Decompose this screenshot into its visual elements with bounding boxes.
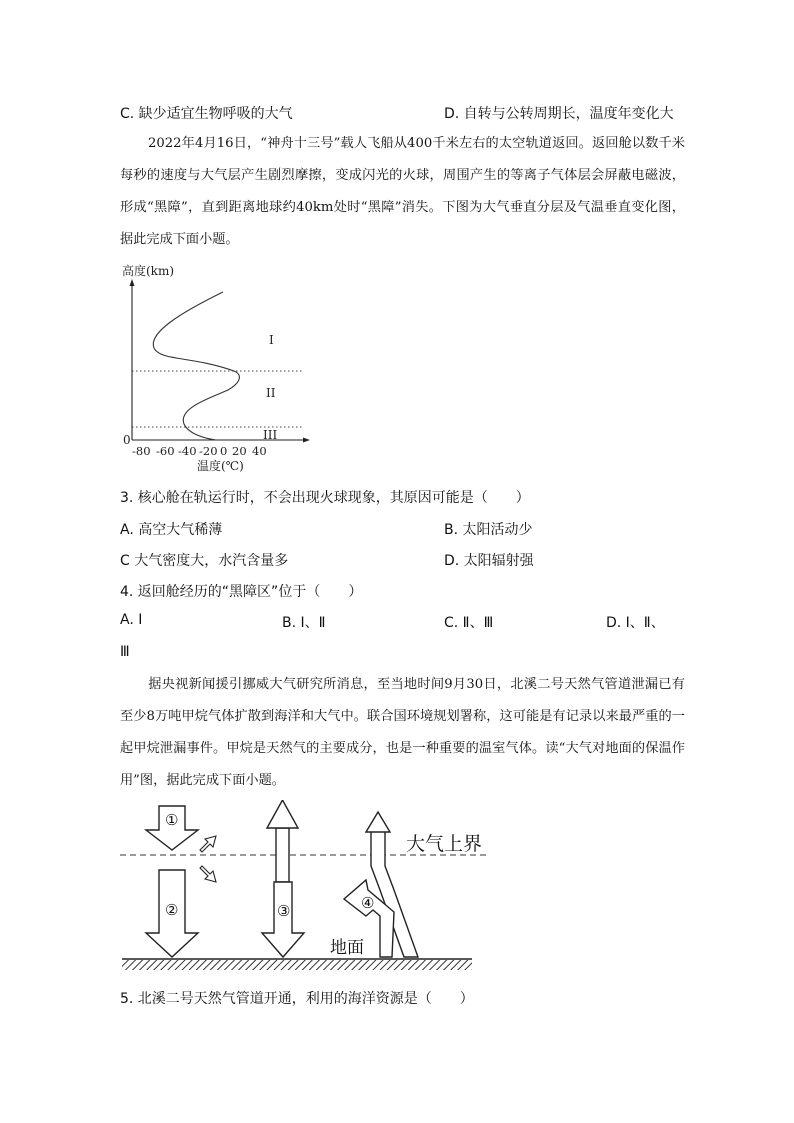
fig1-tick: 40 [252, 444, 267, 458]
arrow-3-up-shaft [276, 828, 289, 882]
q3-option-d: D. 太阳辐射强 [444, 553, 534, 569]
arrow-4-up-head [366, 812, 390, 832]
fig1-layer-1: I [269, 333, 274, 347]
fig1-tick: -20 [199, 444, 218, 458]
arrow-3-label: ③ [277, 902, 291, 920]
arrow-1-label: ① [165, 811, 179, 829]
fig1-y-label: 高度(km) [122, 264, 175, 278]
q4-option-d-cont: Ⅲ [120, 644, 130, 660]
fig1-layer-2: II [266, 386, 276, 400]
fig1-temperature-curve [153, 292, 239, 440]
greenhouse-effect-figure [118, 800, 490, 980]
ground-label: 地面 [330, 938, 364, 958]
q4-option-c: C. Ⅱ、Ⅲ [444, 615, 494, 631]
fig1-origin: 0 [123, 433, 131, 447]
q4-option-a: A. Ⅰ [120, 612, 143, 628]
q3-option-b: B. 太阳活动少 [444, 522, 533, 538]
arrow-4-label: ④ [361, 894, 375, 912]
fig1-tick: -60 [156, 444, 175, 458]
fig1-tick: -80 [132, 444, 151, 458]
reflection-arrow-up [200, 836, 216, 852]
absorption-arrow-down [200, 866, 216, 882]
atmosphere-top-label: 大气上界 [406, 833, 483, 855]
passage-nordstream [120, 669, 685, 797]
q2-option-c: C. 缺少适宜生物呼吸的大气 [120, 106, 293, 122]
q4-stem: 4. 返回舱经历的“黑障区”位于（ ） [120, 584, 363, 600]
q2-option-d: D. 自转与公转周期长，温度年变化大 [444, 106, 674, 122]
passage-nordstream-text: 据央视新闻援引挪威大气研究所消息，至当地时间9月30日，北溪二号天然气管道泄漏已有至少8万吨甲烷气体扩散到海洋和大气中。联合国环境规划署称，这可能是有记录以来最严重的一起甲烷泄漏事件。甲烷是天然气的主要成分，也是一种重要的温室气体。读“大气对地面的保温作用”图，据此完成下面小题。 [120, 677, 685, 788]
fig1-y-arrow [130, 279, 135, 286]
fig1-tick: 0 [220, 444, 228, 458]
q3-stem: 3. 核心舱在轨运行时，不会出现火球现象，其原因可能是（ ） [120, 490, 530, 506]
fig1-x-arrow [303, 438, 310, 443]
arrow-2-label: ② [165, 901, 179, 919]
passage-shenzhou [120, 128, 685, 256]
q3-option-a: A. 高空大气稀薄 [120, 522, 223, 538]
q5-stem: 5. 北溪二号天然气管道开通，利用的海洋资源是（ ） [120, 991, 474, 1007]
arrow-3-up-head [267, 800, 298, 828]
q4-option-b: B. Ⅰ、Ⅱ [282, 615, 326, 631]
passage-shenzhou-text: 2022年4月16日，“神舟十三号”载人飞船从400千米左右的太空轨道返回。返回舱以数千米每秒的速度与大气层产生剧烈摩擦，变成闪光的火球，周围产生的等离子气体层会屏蔽电磁波，形成“黑障”，直到距离地球约40km处时“黑障”消失。下图为大气垂直分层及气温垂直变化图，据此完成下面小题。 [120, 136, 685, 247]
q4-option-d: D. Ⅰ、Ⅱ、 [606, 615, 665, 631]
fig1-layer-3: III [263, 428, 278, 442]
fig1-tick: 20 [232, 444, 247, 458]
fig1-x-label: 温度(℃) [197, 459, 244, 473]
fig1-tick: -40 [178, 444, 197, 458]
ground-hatch [122, 960, 472, 970]
q3-option-c: C 大气密度大，水汽含量多 [120, 553, 289, 569]
atmosphere-temperature-figure [110, 258, 320, 473]
